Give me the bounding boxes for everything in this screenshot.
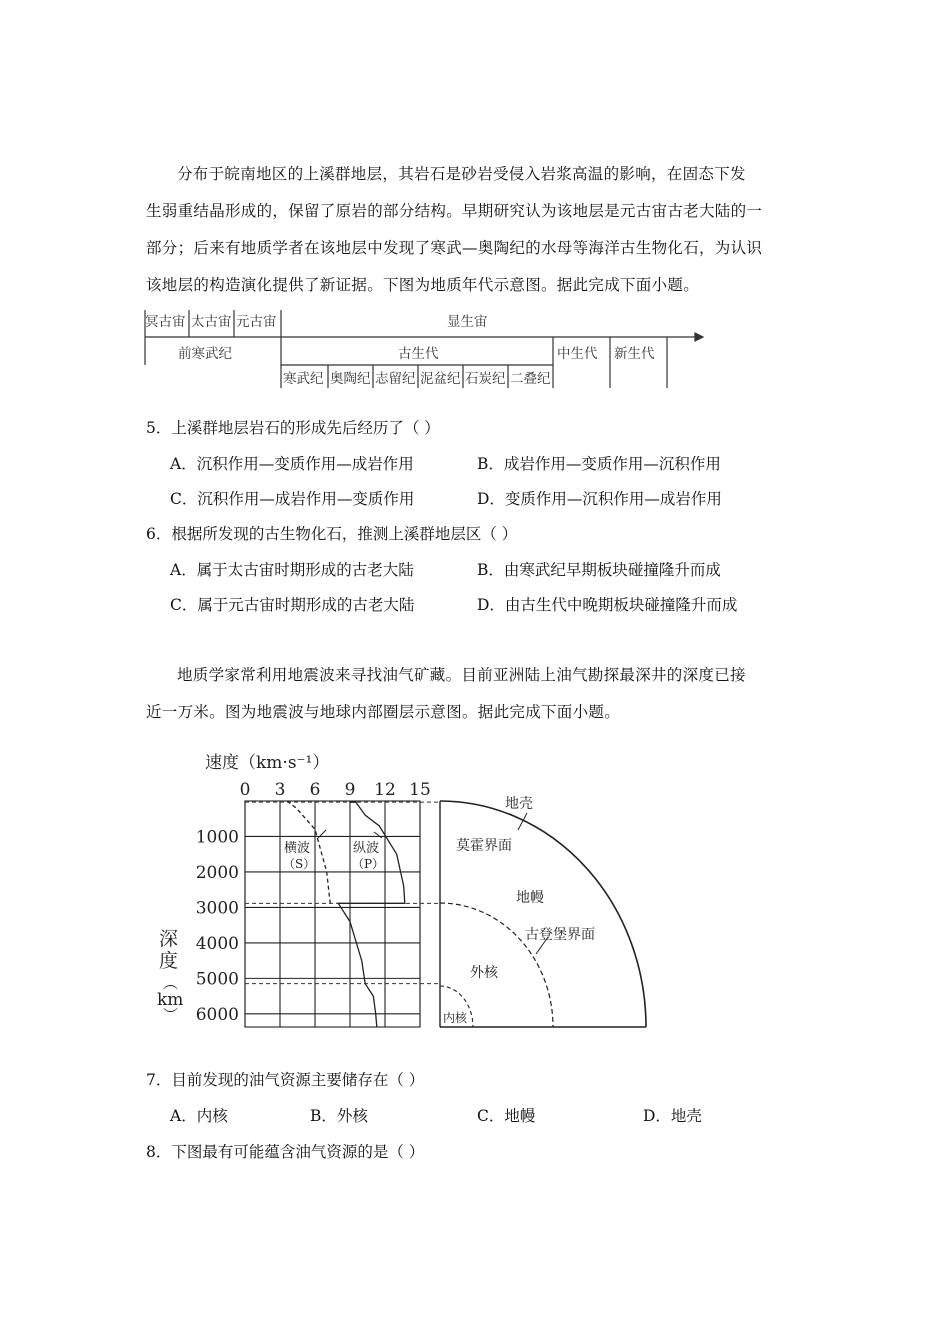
era-mesozoic: 中生代 — [557, 346, 598, 362]
s-wave-label: 横波 — [284, 841, 311, 856]
question-7: 7．目前发现的油气资源主要储存在（ ） — [146, 1071, 425, 1089]
passage-1-line: 该地层的构造演化提供了新证据。下图为地质年代示意图。据此完成下面小题。 — [146, 276, 700, 294]
eon-phanerozoic: 显生宙 — [447, 314, 488, 330]
q7-option-b[interactable]: B．外核 — [310, 1107, 368, 1125]
q5-option-d[interactable]: D．变质作用—沉积作用—成岩作用 — [477, 490, 722, 508]
q7-option-d[interactable]: D．地壳 — [643, 1107, 702, 1125]
layer-outer-core: 外核 — [470, 965, 498, 981]
question-8: 8．下图最有可能蕴含油气资源的是（ ） — [146, 1143, 425, 1161]
q7-option-a[interactable]: A．内核 — [170, 1107, 228, 1125]
y-tick-label: 6000 — [195, 1004, 239, 1025]
q6-option-c[interactable]: C．属于元古宙时期形成的古老大陆 — [170, 596, 415, 614]
p-wave-label: 纵波 — [353, 841, 380, 856]
q6-option-d[interactable]: D．由古生代中晚期板块碰撞隆升而成 — [477, 596, 738, 614]
layer-inner-core: 内核 — [443, 1011, 468, 1025]
period-ordovician: 奥陶纪 — [330, 371, 371, 387]
y-tick-label: 4000 — [195, 933, 239, 954]
p-wave-curve — [338, 801, 405, 1027]
x-tick-label: 9 — [344, 780, 356, 800]
q5-option-c[interactable]: C．沉积作用—成岩作用—变质作用 — [170, 490, 415, 508]
q6-option-a[interactable]: A．属于太古宙时期形成的古老大陆 — [170, 561, 414, 579]
passage-2 — [146, 657, 806, 731]
q6-option-b[interactable]: B．由寒武纪早期板块碰撞隆升而成 — [477, 561, 721, 579]
period-carboniferous: 石炭纪 — [465, 371, 506, 387]
y-label-unit: km — [157, 990, 184, 1010]
y-tick-label: 5000 — [195, 969, 239, 990]
period-silurian: 志留纪 — [375, 371, 416, 387]
question-5: 5．上溪群地层岩石的形成先后经历了（ ） — [146, 419, 440, 437]
y-label-char-2: 度 — [159, 950, 179, 972]
p-wave-leader — [374, 832, 382, 838]
y-label-paren-close-icon: ︶ — [163, 1006, 179, 1024]
era-cenozoic: 新生代 — [614, 346, 655, 362]
earth-section — [440, 801, 646, 1027]
question-6: 6．根据所发现的古生物化石，推测上溪群地层区（ ） — [146, 525, 518, 543]
period-permian: 二叠纪 — [510, 371, 551, 387]
period-devonian: 泥盆纪 — [420, 371, 461, 387]
boundary-dashes — [245, 802, 440, 984]
layer-mantle: 地幔 — [516, 890, 544, 906]
q5-option-a[interactable]: A．沉积作用—变质作用—成岩作用 — [170, 455, 414, 473]
x-tick-label: 12 — [374, 780, 396, 800]
s-wave-label-sub: （S） — [283, 857, 316, 871]
x-tick-label: 0 — [239, 780, 251, 800]
seismic-wave-chart — [0, 740, 950, 1040]
timeline-lines — [0, 0, 950, 400]
eon-archean: 太古宙 — [191, 314, 232, 330]
layer-crust: 地壳 — [505, 796, 533, 812]
chart-title: 速度（km·s⁻¹） — [205, 753, 330, 773]
y-label-char-1: 深 — [159, 928, 179, 950]
y-label-paren-open-icon: ︵ — [163, 974, 179, 992]
y-tick-label: 3000 — [195, 898, 239, 919]
p-wave-label-sub: （P） — [352, 857, 385, 871]
y-axis-label — [157, 928, 183, 1024]
layer-gutenberg: 古登堡界面 — [525, 927, 595, 943]
layer-moho: 莫霍界面 — [456, 838, 512, 854]
timeline-arrow-icon — [695, 333, 703, 341]
eon-proterozoic: 元古宙 — [236, 314, 277, 330]
y-tick-labels — [196, 827, 239, 1024]
x-tick-label: 6 — [309, 780, 321, 800]
crust-arc — [440, 801, 646, 1027]
precambrian-label: 前寒武纪 — [178, 346, 232, 362]
wave-curves — [287, 801, 405, 1027]
q7-option-c[interactable]: C．地幔 — [477, 1107, 536, 1125]
x-tick-labels — [240, 780, 431, 800]
y-tick-label: 1000 — [195, 827, 239, 848]
chart-grid — [245, 801, 420, 1027]
x-tick-label: 15 — [409, 780, 431, 800]
passage-1-line: 生弱重结晶形成的，保留了原岩的部分结构。早期研究认为该地层是元古宙古老大陆的一 — [146, 202, 763, 220]
period-cambrian: 寒武纪 — [283, 371, 324, 387]
x-tick-label: 3 — [274, 780, 286, 800]
passage-2-line: 近一万米。图为地震波与地球内部圈层示意图。据此完成下面小题。 — [146, 703, 621, 721]
q5-option-b[interactable]: B．成岩作用—变质作用—沉积作用 — [477, 455, 721, 473]
y-tick-label: 2000 — [195, 862, 239, 883]
passage-2-line: 地质学家常利用地震波来寻找油气矿藏。目前亚洲陆上油气勘探最深井的深度已接 — [177, 666, 746, 684]
passage-1-line: 部分；后来有地质学者在该地层中发现了寒武—奥陶纪的水母等海洋古生物化石，为认识 — [146, 239, 763, 257]
passage-1-line: 分布于皖南地区的上溪群地层，其岩石是砂岩受侵入岩浆高温的影响，在固态下发 — [177, 165, 746, 183]
era-paleozoic: 古生代 — [398, 346, 439, 362]
grid-frame — [245, 801, 420, 1027]
eon-hadean: 冥古宙 — [145, 314, 186, 330]
